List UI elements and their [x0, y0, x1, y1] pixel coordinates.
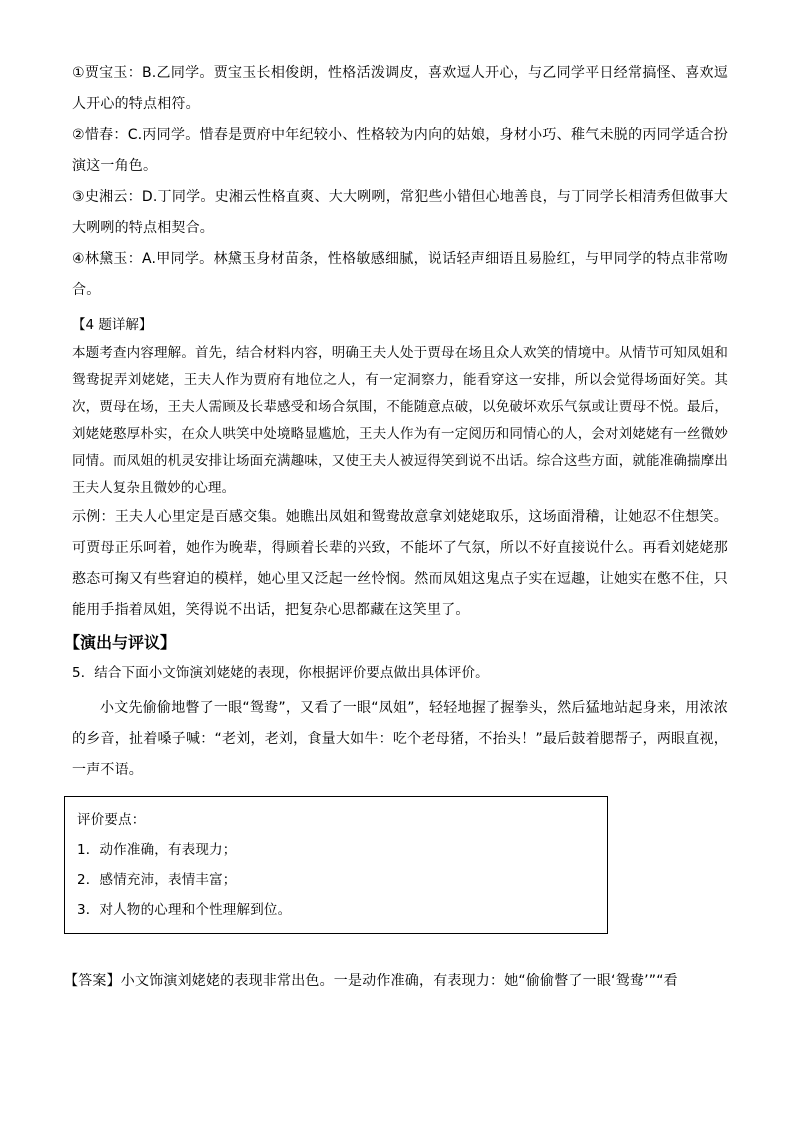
- role-paragraph-xichun: ②惜春：C.丙同学。惜春是贾府中年纪较小、性格较为内向的姑娘，身材小巧、稚气未脱的丙同学适合扮演这一角色。: [72, 127, 728, 174]
- criteria-item-3: 3．对人物的心理和个性理解到位。: [77, 902, 292, 918]
- criteria-title: 评价要点：: [77, 812, 146, 828]
- q4-heading: 【4 题详解】: [72, 317, 153, 333]
- q5-passage: 小文先偷偷地瞥了一眼“鸳鸯”，又看了一眼“凤姐”，轻轻地握了握拳头，然后猛地站起身来，用浓浓的乡音，扯着嗓子喊：“老刘，老刘，食量大如牛：吃个老母猪，不抬头！”最后鼓着腮帮子，两眼直视，一声不语。: [72, 700, 728, 778]
- role-paragraph-daiyu: ④林黛玉：A.甲同学。林黛玉身材苗条，性格敏感细腻，说话轻声细语且易脸红，与甲同学的特点非常吻合。: [72, 251, 728, 298]
- criteria-item-2: 2．感情充沛，表情丰富；: [77, 872, 237, 888]
- criteria-box: [64, 796, 608, 934]
- q4-explanation: 本题考查内容理解。首先，结合材料内容，明确王夫人处于贾母在场且众人欢笑的情境中。从情节可知凤姐和鸳鸯捉弄刘姥姥，王夫人作为贾府有地位之人，有一定洞察力，能看穿这一安排，所以会觉得场面好笑。其次，贾母在场，王夫人需顾及长辈感受和场合氛围，不能随意点破，以免破坏欢乐气氛或让贾母不悦。最后，刘姥姥憨厚朴实，在众人哄笑中处境略显尴尬，王夫人作为有一定阅历和同情心的人，会对刘姥姥有一丝微妙同情。而凤姐的机灵安排让场面充满趣味，又使王夫人被逗得笑到说不出话。综合这些方面，就能准确揣摩出王夫人复杂且微妙的心理。: [72, 345, 728, 496]
- criteria-item-1: 1．动作准确，有表现力；: [77, 842, 237, 858]
- q5-answer: 【答案】小文饰演刘姥姥的表现非常出色。一是动作准确，有表现力：她“偷偷瞥了一眼‘鸳鸯’”“看: [64, 973, 678, 989]
- document-page: [64, 58, 728, 997]
- section-title: 【演出与评议】: [64, 633, 177, 652]
- q4-example: 示例：王夫人心里定是百感交集。她瞧出凤姐和鸳鸯故意拿刘姥姥取乐，这场面滑稽，让她忍不住想笑。可贾母正乐呵着，她作为晚辈，得顾着长辈的兴致，不能坏了气氛，所以不好直接说什么。再看刘姥姥那憨态可掬又有些窘迫的模样，她心里又泛起一丝怜悯。然而凤姐这鬼点子实在逗趣，让她实在憋不住，只能用手指着凤姐，笑得说不出话，把复杂心思都藏在这笑里了。: [72, 509, 728, 618]
- role-paragraph-xiangyun: ③史湘云：D.丁同学。史湘云性格直爽、大大咧咧，常犯些小错但心地善良，与丁同学长相清秀但做事大大咧咧的特点相契合。: [72, 189, 728, 236]
- q5-question: 5．结合下面小文饰演刘姥姥的表现，你根据评价要点做出具体评价。: [72, 665, 489, 681]
- role-paragraph-baoyu: ①贾宝玉：B.乙同学。贾宝玉长相俊朗，性格活泼调皮，喜欢逗人开心，与乙同学平日经常搞怪、喜欢逗人开心的特点相符。: [72, 65, 728, 112]
